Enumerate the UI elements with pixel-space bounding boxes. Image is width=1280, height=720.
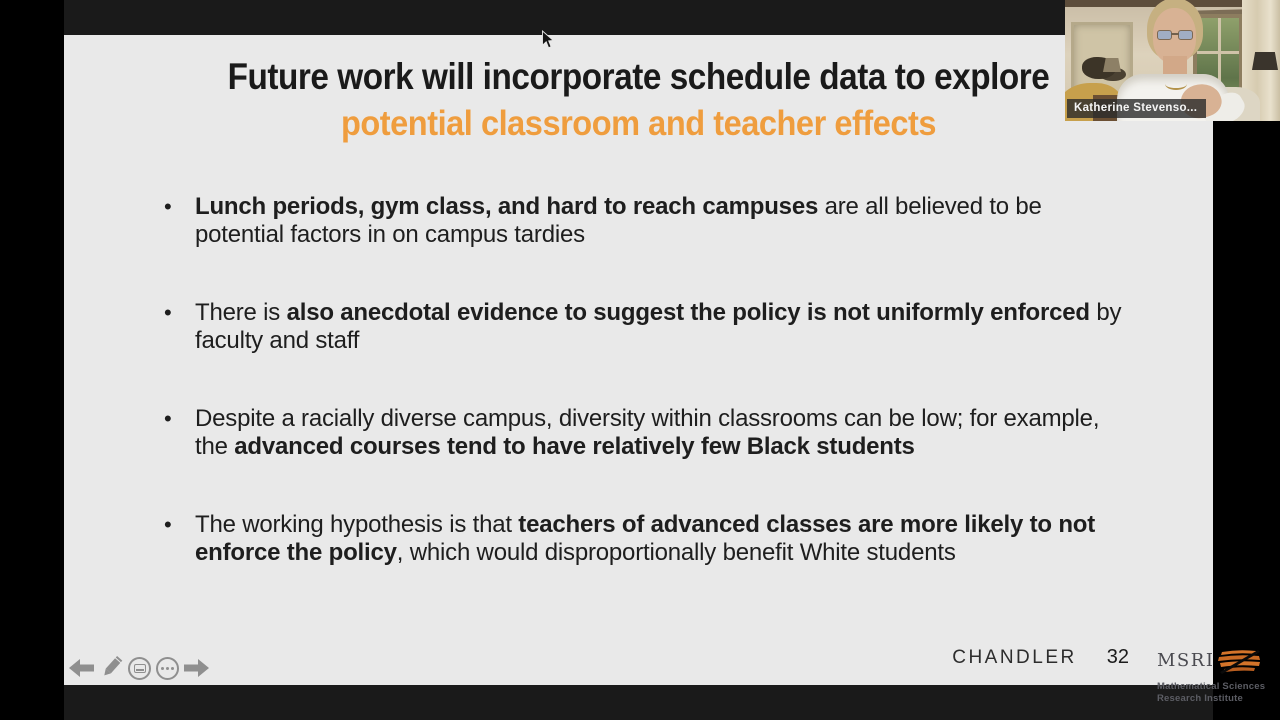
mouse-cursor-icon [541, 30, 554, 55]
msri-subtitle-line1: Mathematical Sciences [1157, 681, 1266, 692]
msri-emblem-icon [1216, 649, 1262, 680]
bullet-marker: • [164, 300, 172, 325]
slide [64, 35, 1213, 685]
floor-lamp [1252, 52, 1278, 70]
bullet-item [164, 405, 1213, 460]
shared-presentation-window [64, 0, 1213, 720]
slide-title-line1: Future work will incorporate schedule data to explore [227, 56, 1050, 97]
msri-acronym: MSRI [1157, 650, 1215, 671]
glasses [1157, 30, 1193, 40]
slide-footer-author: CHANDLER [952, 647, 1077, 668]
bullet-marker: • [164, 194, 172, 219]
slide-title-block [64, 53, 1213, 147]
bullet-marker: • [164, 406, 172, 431]
slide-title-line2: potential classroom and teacher effects [340, 104, 937, 143]
msri-logo [1157, 650, 1269, 704]
see-all-slides-icon[interactable] [128, 657, 151, 680]
bullet-text: There is also anecdotal evidence to suggest the policy is not uniformly enforced by faculty and staff [195, 299, 1122, 354]
more-options-ellipsis-icon[interactable] [156, 657, 179, 680]
pen-annotate-icon[interactable] [99, 655, 123, 681]
msri-subtitle-line2: Research Institute [1157, 693, 1243, 704]
bullet-list [64, 193, 1213, 566]
bullet-text: The working hypothesis is that teachers of advanced classes are more likely to not enforce the policy, which would disproportionally benefit White students [195, 511, 1096, 566]
previous-slide-arrow-icon[interactable] [69, 658, 94, 678]
slide-footer [952, 646, 1129, 669]
necklace [1165, 78, 1187, 90]
slide-number: 32 [1106, 646, 1129, 668]
table-lamp [1103, 58, 1121, 72]
bullet-item [164, 299, 1213, 354]
bullet-marker: • [164, 512, 172, 537]
webcam-thumbnail[interactable] [1065, 0, 1280, 121]
bullet-text: Despite a racially diverse campus, diversity within classrooms can be low; for example, the advanced courses tend to have relatively few Black students [195, 405, 1100, 460]
presenter-toolbar [69, 655, 209, 681]
bullet-item [164, 511, 1213, 566]
next-slide-arrow-icon[interactable] [184, 658, 209, 678]
bullet-text: Lunch periods, gym class, and hard to reach campuses are all believed to be potential factors in on campus tardies [195, 193, 1042, 248]
bullet-item [164, 193, 1213, 248]
participant-name-label: Katherine Stevenso... [1067, 99, 1206, 118]
